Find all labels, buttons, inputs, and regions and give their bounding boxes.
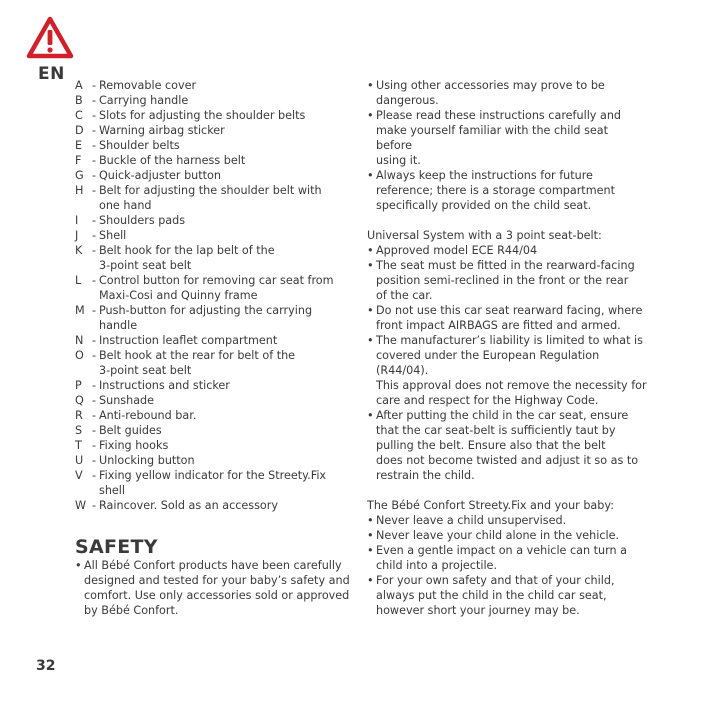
part-description-wrap: - Shoulder belts bbox=[92, 139, 180, 152]
part-letter: U bbox=[75, 454, 84, 467]
part-letter: B bbox=[75, 94, 83, 107]
part-description-wrap: - Quick-adjuster button bbox=[92, 169, 221, 182]
bullet-text: Even a gentle impact on a vehicle can turn a child into a projectile. bbox=[376, 544, 628, 572]
part-item bbox=[75, 348, 350, 378]
bullet-dot: • bbox=[367, 529, 374, 542]
part-description: Fixing yellow indicator for the Streety.Fix shell bbox=[99, 469, 327, 497]
part-item bbox=[75, 468, 350, 498]
bullet-dot: • bbox=[367, 544, 374, 557]
parts-list bbox=[75, 78, 350, 513]
part-description: Instructions and sticker bbox=[99, 379, 230, 392]
list-item bbox=[367, 258, 647, 303]
part-letter: W bbox=[75, 499, 87, 512]
part-item bbox=[75, 393, 350, 408]
part-description-wrap: - Anti-rebound bar. bbox=[92, 409, 197, 422]
bullet-text: All Bébé Confort products have been carefully designed and tested for your baby’s safety and comfort. Use only accessories sold or approved by Bébé Confort. bbox=[84, 559, 350, 617]
part-letter: R bbox=[75, 409, 83, 422]
part-description-wrap: - Unlocking button bbox=[92, 454, 195, 467]
bullet-text: Never leave a child unsupervised. bbox=[376, 514, 567, 527]
part-description: Control button for removing car seat from Maxi-Cosi and Quinny frame bbox=[99, 274, 334, 302]
part-description: Carrying handle bbox=[99, 94, 189, 107]
part-description-wrap: - Instruction leaflet compartment bbox=[92, 334, 278, 347]
part-description-wrap: - Carrying handle bbox=[92, 94, 189, 107]
part-description-wrap: - Belt for adjusting the shoulder belt with one hand bbox=[92, 184, 322, 212]
part-letter: N bbox=[75, 334, 84, 347]
list-item bbox=[75, 558, 350, 618]
bullet-text: Please read these instructions carefully and make yourself familiar with the child seat before using it. bbox=[376, 109, 622, 167]
part-description: Instruction leaflet compartment bbox=[99, 334, 278, 347]
language-label: EN bbox=[38, 64, 65, 84]
list-item bbox=[367, 243, 647, 258]
bullet-dot: • bbox=[367, 109, 374, 122]
part-item bbox=[75, 138, 350, 153]
part-description-wrap: - Shell bbox=[92, 229, 127, 242]
part-description: Belt hook at the rear for belt of the 3-point seat belt bbox=[99, 349, 296, 377]
list-item bbox=[367, 108, 647, 168]
warning-triangle-icon bbox=[26, 16, 74, 60]
part-description-wrap: - Belt guides bbox=[92, 424, 162, 437]
part-description: Anti-rebound bar. bbox=[99, 409, 197, 422]
part-description: Sunshade bbox=[99, 394, 155, 407]
part-item bbox=[75, 273, 350, 303]
bullet-text: Approved model ECE R44/04 bbox=[376, 244, 538, 257]
part-description-wrap: - Belt hook for the lap belt of the 3-point seat belt bbox=[92, 244, 275, 272]
right-column bbox=[367, 78, 647, 618]
part-letter: G bbox=[75, 169, 84, 182]
part-item bbox=[75, 213, 350, 228]
bullet-dot: • bbox=[75, 559, 82, 572]
bullet-text: The seat must be fitted in the rearward-facing position semi-reclined in the front or the rear of the car. bbox=[376, 259, 635, 302]
list-item bbox=[367, 573, 647, 618]
part-item bbox=[75, 168, 350, 183]
bullet-text: For your own safety and that of your child, always put the child in the child car seat, however short your journey may be. bbox=[376, 574, 615, 617]
bullet-text: Always keep the instructions for future reference; there is a storage compartment specifically provided on the child seat. bbox=[376, 169, 615, 212]
part-letter: J bbox=[75, 229, 79, 242]
part-description: Shoulder belts bbox=[99, 139, 180, 152]
bullet-dot: • bbox=[367, 304, 374, 317]
part-item bbox=[75, 408, 350, 423]
bullet-dot: • bbox=[367, 79, 374, 92]
list-item bbox=[367, 303, 647, 333]
part-description-wrap: - Removable cover bbox=[92, 79, 197, 92]
list-item bbox=[367, 543, 647, 573]
part-letter: D bbox=[75, 124, 84, 137]
bullet-dot: • bbox=[367, 574, 374, 587]
part-letter: K bbox=[75, 244, 83, 257]
baby-heading: The Bébé Confort Streety.Fix and your baby: bbox=[367, 499, 614, 512]
part-description-wrap: - Push-button for adjusting the carrying handle bbox=[92, 303, 350, 333]
part-description-wrap: - Raincover. Sold as an accessory bbox=[92, 499, 278, 512]
list-item bbox=[367, 528, 647, 543]
part-item bbox=[75, 183, 350, 213]
part-letter: L bbox=[75, 274, 82, 287]
part-description-wrap: - Shoulders pads bbox=[92, 214, 186, 227]
part-item bbox=[75, 423, 350, 438]
part-description: Removable cover bbox=[99, 79, 197, 92]
part-description-wrap: - Instructions and sticker bbox=[92, 379, 230, 392]
part-letter: S bbox=[75, 424, 83, 437]
safety-bullets bbox=[75, 558, 350, 618]
part-item bbox=[75, 228, 350, 243]
left-column bbox=[75, 78, 350, 618]
bullet-text: After putting the child in the car seat, ensure that the car seat-belt is sufficiently taut by pulling the belt. Ensure also that the belt does not become twisted and adjust it so as to restrain the child. bbox=[376, 409, 639, 482]
part-description: Slots for adjusting the shoulder belts bbox=[99, 109, 306, 122]
part-description: Buckle of the harness belt bbox=[99, 154, 246, 167]
list-item bbox=[367, 408, 647, 483]
part-description: Shell bbox=[99, 229, 127, 242]
part-letter: E bbox=[75, 139, 83, 152]
bullet-dot: • bbox=[367, 514, 374, 527]
part-item bbox=[75, 93, 350, 108]
bullet-text: Using other accessories may prove to be dangerous. bbox=[376, 79, 605, 107]
bullet-dot: • bbox=[367, 334, 374, 347]
part-letter: T bbox=[75, 439, 82, 452]
universal-system-heading: Universal System with a 3 point seat-belt: bbox=[367, 229, 602, 242]
part-description: Raincover. Sold as an accessory bbox=[99, 499, 278, 512]
baby-bullets bbox=[367, 513, 647, 618]
part-letter: A bbox=[75, 79, 83, 92]
part-item bbox=[75, 153, 350, 168]
part-description-wrap: - Buckle of the harness belt bbox=[92, 154, 246, 167]
part-letter: H bbox=[75, 184, 84, 197]
list-item bbox=[367, 513, 647, 528]
part-description: Fixing hooks bbox=[99, 439, 169, 452]
general-bullets bbox=[367, 78, 647, 213]
part-letter: O bbox=[75, 349, 84, 362]
bullet-text: The manufacturer’s liability is limited to what is covered under the European Regulation (R44/04). This approval does not remove the necessity for care and respect for the Highway Code. bbox=[376, 334, 647, 407]
part-letter: V bbox=[75, 469, 83, 482]
part-description: Belt guides bbox=[99, 424, 162, 437]
part-letter: P bbox=[75, 379, 82, 392]
part-description-wrap: - Sunshade bbox=[92, 394, 155, 407]
list-item bbox=[367, 333, 647, 408]
part-item bbox=[75, 303, 350, 333]
part-description: Belt hook for the lap belt of the 3-point seat belt bbox=[99, 244, 275, 272]
part-description-wrap: - Warning airbag sticker bbox=[92, 124, 225, 137]
bullet-text: Never leave your child alone in the vehicle. bbox=[376, 529, 620, 542]
part-description: Quick-adjuster button bbox=[99, 169, 221, 182]
part-description-wrap: - Slots for adjusting the shoulder belts bbox=[92, 109, 306, 122]
part-description: Push-button for adjusting the carrying handle bbox=[99, 304, 313, 332]
part-description-wrap: - Belt hook at the rear for belt of the 3-point seat belt bbox=[92, 349, 296, 377]
part-item bbox=[75, 108, 350, 123]
page-number: 32 bbox=[36, 658, 56, 674]
bullet-dot: • bbox=[367, 409, 374, 422]
part-item bbox=[75, 438, 350, 453]
universal-bullets bbox=[367, 243, 647, 483]
part-letter: M bbox=[75, 304, 85, 317]
part-item bbox=[75, 123, 350, 138]
list-item bbox=[367, 168, 647, 213]
bullet-dot: • bbox=[367, 244, 374, 257]
part-description: Unlocking button bbox=[99, 454, 195, 467]
bullet-text: Do not use this car seat rearward facing, where front impact AIRBAGS are fitted and armed. bbox=[376, 304, 643, 332]
part-item bbox=[75, 498, 350, 513]
part-description-wrap: - Control button for removing car seat from Maxi-Cosi and Quinny frame bbox=[92, 274, 334, 302]
bullet-dot: • bbox=[367, 169, 374, 182]
part-item bbox=[75, 243, 350, 273]
part-description: Shoulders pads bbox=[99, 214, 186, 227]
part-description-wrap: - Fixing yellow indicator for the Streety.Fix shell bbox=[92, 468, 350, 498]
part-description-wrap: - Fixing hooks bbox=[92, 439, 169, 452]
part-letter: Q bbox=[75, 394, 84, 407]
bullet-dot: • bbox=[367, 259, 374, 272]
part-item bbox=[75, 78, 350, 93]
part-description: Belt for adjusting the shoulder belt with one hand bbox=[99, 184, 322, 212]
part-letter: I bbox=[75, 214, 79, 227]
part-letter: F bbox=[75, 154, 82, 167]
part-item bbox=[75, 333, 350, 348]
safety-heading: SAFETY bbox=[75, 536, 158, 558]
list-item bbox=[367, 78, 647, 108]
part-item bbox=[75, 378, 350, 393]
part-description: Warning airbag sticker bbox=[99, 124, 225, 137]
part-letter: C bbox=[75, 109, 83, 122]
part-item bbox=[75, 453, 350, 468]
